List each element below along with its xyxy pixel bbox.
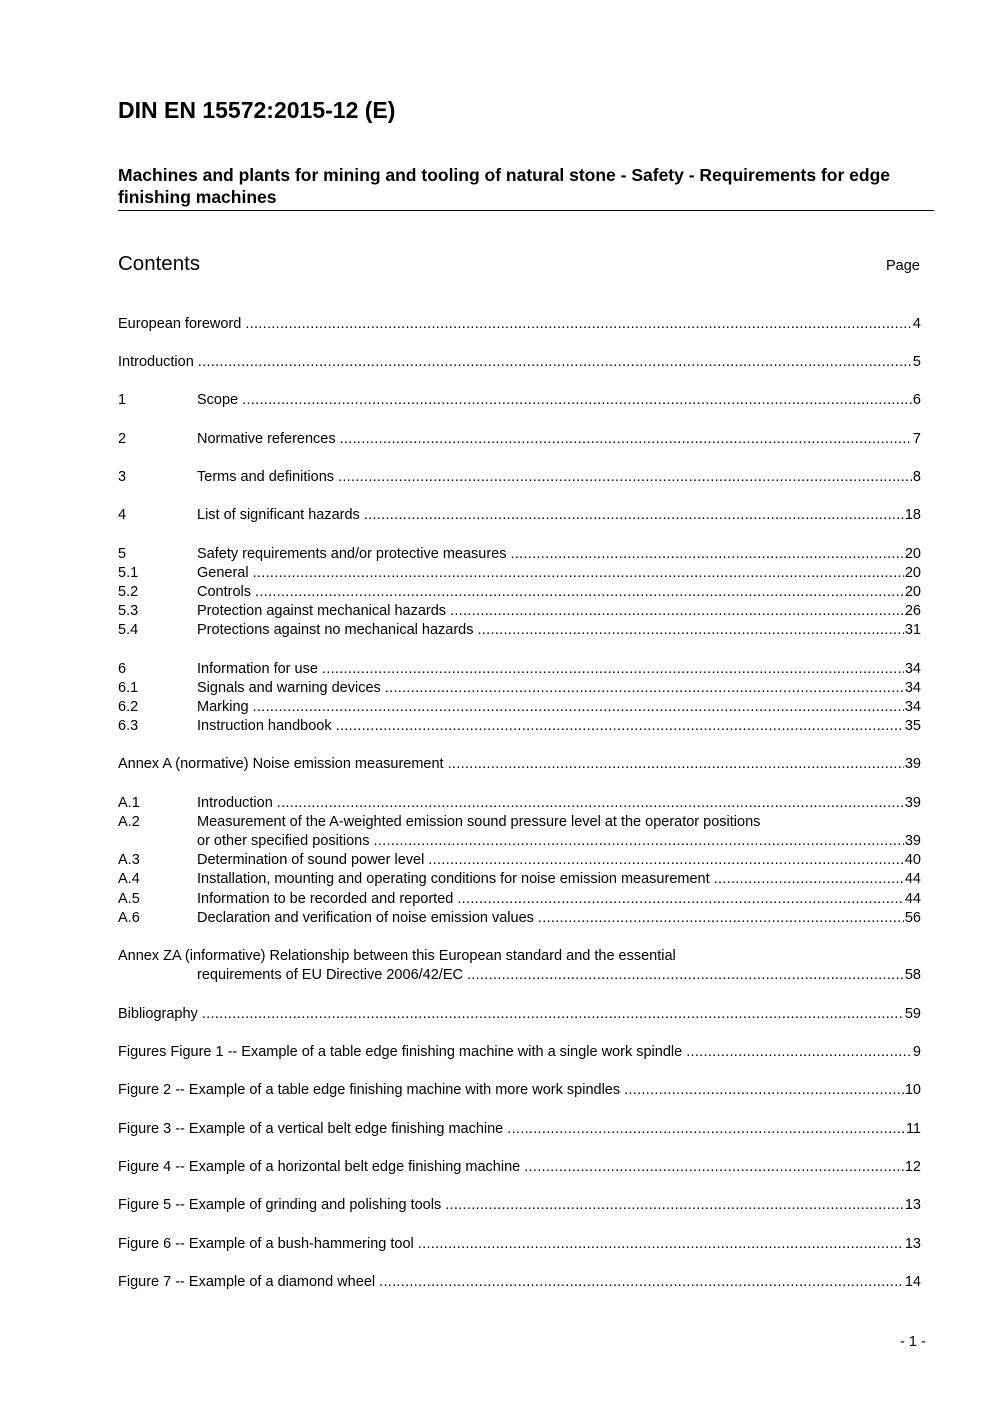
toc-entry[interactable] — [118, 966, 921, 985]
toc-entry[interactable] — [118, 851, 921, 870]
toc-entry-title: Figure 4 -- Example of a horizontal belt edge finishing machine — [118, 1159, 521, 1175]
toc-entry-number: 5.2 — [118, 584, 139, 600]
toc-entry-page: 58 — [904, 967, 921, 983]
toc-entry-title: Terms and definitions — [197, 469, 335, 485]
toc-entry-title: Controls — [197, 584, 251, 600]
toc-entry-page: 44 — [904, 871, 921, 887]
toc-entry[interactable] — [118, 698, 921, 717]
toc-dot-leader — [477, 621, 903, 640]
toc-entry[interactable] — [118, 621, 921, 640]
toc-entry-page: 35 — [904, 718, 921, 734]
toc-dot-leader — [277, 794, 904, 813]
toc-entry-title: Introduction — [197, 795, 273, 811]
toc-entry[interactable] — [118, 1081, 921, 1100]
toc-entry-title: Figures Figure 1 -- Example of a table edge finishing machine with a single work spindle — [118, 1044, 683, 1060]
toc-dot-leader — [364, 506, 904, 525]
toc-entry[interactable] — [118, 909, 921, 928]
toc-entry-page: 8 — [912, 469, 921, 485]
toc-entry[interactable] — [118, 430, 921, 449]
toc-entry-page: 34 — [904, 699, 921, 715]
toc-dot-leader — [255, 583, 904, 602]
toc-entry-page: 7 — [912, 431, 921, 447]
toc-entry-title: Annex A (normative) Noise emission measurement — [118, 756, 444, 772]
toc-dot-leader — [198, 353, 912, 372]
toc-entry-title: Determination of sound power level — [197, 852, 425, 868]
toc-entry-title: requirements of EU Directive 2006/42/EC — [197, 967, 463, 983]
toc-entry-title: Bibliography — [118, 1006, 198, 1022]
toc-dot-leader — [524, 1158, 904, 1177]
toc-entry-number: A.4 — [118, 871, 140, 887]
toc-entry[interactable] — [118, 468, 921, 487]
toc-dot-leader — [510, 545, 903, 564]
toc-entry-title: General — [197, 565, 249, 581]
toc-dot-leader — [385, 679, 904, 698]
toc-entry-number: 6 — [118, 661, 127, 677]
toc-entry-number: 6.3 — [118, 718, 139, 734]
toc-entry-title: Signals and warning devices — [197, 680, 381, 696]
toc-entry-title: or other specified positions — [197, 833, 370, 849]
toc-entry[interactable] — [118, 813, 921, 832]
toc-entry-page: 44 — [904, 891, 921, 907]
toc-entry[interactable] — [118, 717, 921, 736]
toc-entry-number: 3 — [118, 469, 127, 485]
toc-entry-page: 9 — [912, 1044, 921, 1060]
toc-dot-leader — [338, 468, 912, 487]
toc-entry[interactable] — [118, 755, 921, 774]
page-column-label: Page — [886, 258, 920, 274]
toc-entry-page: 39 — [904, 756, 921, 772]
toc-entry-page: 59 — [904, 1006, 921, 1022]
toc-entry-number: 5 — [118, 546, 127, 562]
toc-entry[interactable] — [118, 602, 921, 621]
toc-entry-title: Protections against no mechanical hazards — [197, 622, 474, 638]
toc-entry-page: 12 — [904, 1159, 921, 1175]
toc-entry-number: A.6 — [118, 910, 140, 926]
toc-entry-page: 34 — [904, 680, 921, 696]
toc-entry-number: 5.4 — [118, 622, 139, 638]
toc-dot-leader — [448, 755, 904, 774]
toc-entry-title: Figure 5 -- Example of grinding and polishing tools — [118, 1197, 442, 1213]
title-divider — [118, 210, 934, 211]
toc-dot-leader — [445, 1196, 904, 1215]
toc-entry-page: 4 — [912, 316, 921, 332]
toc-entry[interactable] — [118, 832, 921, 851]
toc-entry[interactable] — [118, 1158, 921, 1177]
toc-dot-leader — [379, 1273, 904, 1292]
toc-entry-number: 2 — [118, 431, 127, 447]
toc-entry-title: Scope — [197, 392, 239, 408]
toc-dot-leader — [245, 315, 912, 334]
toc-entry-number: A.3 — [118, 852, 140, 868]
toc-entry-title: Normative references — [197, 431, 336, 447]
toc-entry[interactable] — [118, 870, 921, 889]
toc-entry-page: 56 — [904, 910, 921, 926]
toc-entry[interactable] — [118, 353, 921, 372]
toc-entry-number: A.1 — [118, 795, 140, 811]
toc-dot-leader — [418, 1235, 904, 1254]
toc-entry-page: 40 — [904, 852, 921, 868]
toc-entry-title: European foreword — [118, 316, 242, 332]
toc-dot-leader — [242, 391, 912, 410]
footer-page-number: - 1 - — [900, 1334, 926, 1350]
toc-entry[interactable] — [118, 1273, 921, 1292]
toc-entry-number: A.2 — [118, 814, 140, 830]
toc-entry-page: 26 — [904, 603, 921, 619]
toc-entry-title: Information to be recorded and reported — [197, 891, 454, 907]
toc-dot-leader — [374, 832, 904, 851]
toc-entry[interactable] — [118, 1043, 921, 1062]
toc-entry-title: Figure 3 -- Example of a vertical belt edge finishing machine — [118, 1121, 504, 1137]
toc-entry[interactable] — [118, 794, 921, 813]
toc-entry-page: 11 — [905, 1121, 921, 1137]
toc-entry[interactable] — [118, 1235, 921, 1254]
toc-entry-title: Safety requirements and/or protective measures — [197, 546, 507, 562]
toc-entry-title: Protection against mechanical hazards — [197, 603, 447, 619]
toc-entry[interactable] — [118, 1005, 921, 1024]
toc-entry-page: 18 — [904, 507, 921, 523]
toc-entry[interactable] — [118, 890, 921, 909]
toc-entry-page: 34 — [904, 661, 921, 677]
toc-entry-title: Annex ZA (informative) Relationship between this European standard and the essential — [118, 948, 676, 964]
toc-dot-leader — [336, 717, 904, 736]
toc-entry-title: Information for use — [197, 661, 318, 677]
toc-entry-title: Figure 2 -- Example of a table edge finishing machine with more work spindles — [118, 1082, 621, 1098]
toc-dot-leader — [450, 602, 904, 621]
toc-entry-number: A.5 — [118, 891, 140, 907]
toc-dot-leader — [624, 1081, 904, 1100]
toc-entry-page: 6 — [912, 392, 921, 408]
toc-entry-title: Figure 6 -- Example of a bush-hammering tool — [118, 1236, 414, 1252]
toc-entry[interactable] — [118, 315, 921, 334]
toc-entry[interactable] — [118, 1120, 921, 1139]
document-title: DIN EN 15572:2015-12 (E) — [118, 97, 396, 123]
toc-entry[interactable] — [118, 564, 921, 583]
toc-dot-leader — [457, 890, 904, 909]
toc-entry[interactable] — [118, 391, 921, 410]
toc-entry[interactable] — [118, 660, 921, 679]
toc-dot-leader — [428, 851, 904, 870]
toc-entry-page: 39 — [904, 795, 921, 811]
toc-dot-leader — [340, 430, 912, 449]
toc-dot-leader — [253, 564, 904, 583]
toc-entry[interactable] — [118, 679, 921, 698]
toc-dot-leader — [686, 1043, 912, 1062]
toc-entry-title: Declaration and verification of noise emission values — [197, 910, 534, 926]
toc-entry[interactable] — [118, 545, 921, 564]
toc-entry-page: 20 — [904, 584, 921, 600]
toc-dot-leader — [322, 660, 904, 679]
toc-dot-leader — [507, 1120, 905, 1139]
toc-entry-page: 31 — [904, 622, 921, 638]
toc-entry-page: 20 — [904, 546, 921, 562]
toc-entry-number: 6.2 — [118, 699, 139, 715]
toc-entry-page: 10 — [904, 1082, 921, 1098]
toc-dot-leader — [538, 909, 904, 928]
toc-entry-page: 39 — [904, 833, 921, 849]
toc-entry-title: Marking — [197, 699, 249, 715]
toc-entry[interactable] — [118, 583, 921, 602]
toc-dot-leader — [467, 966, 904, 985]
contents-heading: Contents — [118, 252, 201, 275]
toc-entry-page: 13 — [904, 1236, 921, 1252]
toc-entry-page: 20 — [904, 565, 921, 581]
toc-entry-number: 6.1 — [118, 680, 139, 696]
toc-entry-number: 5.1 — [118, 565, 139, 581]
toc-dot-leader — [202, 1005, 904, 1024]
toc-dot-leader — [253, 698, 904, 717]
toc-entry-title: Instruction handbook — [197, 718, 332, 734]
toc-entry[interactable] — [118, 1196, 921, 1215]
toc-entry-number: 5.3 — [118, 603, 139, 619]
toc-entry-title: Measurement of the A-weighted emission sound pressure level at the operator positions — [197, 814, 761, 830]
toc-entry-title: Figure 7 -- Example of a diamond wheel — [118, 1274, 376, 1290]
toc-dot-leader — [714, 870, 904, 889]
toc-entry[interactable] — [118, 506, 921, 525]
toc-entry-number: 1 — [118, 392, 127, 408]
toc-entry-title: List of significant hazards — [197, 507, 360, 523]
toc-entry-page: 14 — [904, 1274, 921, 1290]
toc-entry-page: 13 — [904, 1197, 921, 1213]
toc-entry-title: Installation, mounting and operating conditions for noise emission measurement — [197, 871, 710, 887]
document-subtitle: Machines and plants for mining and tooling of natural stone - Safety - Requirements for edge finishing machines — [118, 165, 891, 207]
toc-entry-page: 5 — [912, 354, 921, 370]
toc-entry-title: Introduction — [118, 354, 194, 370]
toc-entry-number: 4 — [118, 507, 127, 523]
toc-entry[interactable] — [118, 947, 921, 966]
